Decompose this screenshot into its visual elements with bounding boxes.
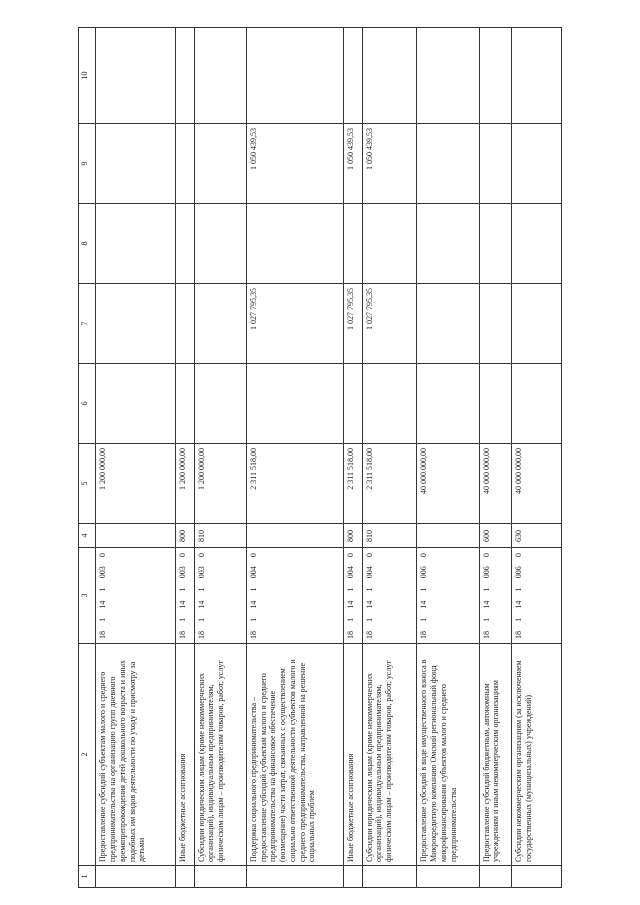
amount-cell-9: 1 050 439,53 (246, 124, 343, 204)
amount-cell-10 (344, 28, 362, 124)
amount-cell-8 (194, 204, 246, 284)
code-part: 18 (419, 631, 429, 639)
amount-cell-7 (417, 284, 479, 364)
code-part: 18 (178, 631, 188, 639)
amount-cell-5: 40 000 000,00 (479, 444, 511, 524)
column-header: 7 (79, 284, 96, 364)
amount-cell-10 (417, 28, 479, 124)
classification-code-cell (344, 548, 362, 644)
code-part: 14 (481, 600, 491, 609)
amount-cell-10 (362, 28, 417, 124)
expense-type-cell: 630 (512, 524, 562, 548)
amount-cell-10 (246, 28, 343, 124)
code-part: 0 (346, 553, 356, 558)
amount-cell-5: 1 200 000,00 (176, 444, 194, 524)
amount-cell-5: 40 000 000,00 (512, 444, 562, 524)
table-row (176, 28, 194, 888)
row-number-cell (512, 866, 562, 888)
amount-cell-9 (512, 124, 562, 204)
code-part: 1 (346, 617, 356, 622)
amount-cell-10 (194, 28, 246, 124)
code-part: 18 (98, 631, 108, 639)
amount-cell-7 (96, 284, 176, 364)
amount-cell-9 (417, 124, 479, 204)
code-part: 1 (248, 617, 258, 622)
code-part: 1 (514, 587, 524, 592)
amount-cell-6 (96, 364, 176, 444)
code-part: 1 (178, 587, 188, 592)
code-part: 1 (481, 617, 491, 622)
column-header: 4 (79, 524, 96, 548)
code-part: 14 (346, 600, 356, 609)
amount-cell-8 (512, 204, 562, 284)
classification-code-cell (96, 548, 176, 644)
row-name-cell: Предоставление субсидий в виде имущественного взноса в Микрокредитную компанию Омский региональный фонд микрофинансирования субъектов малого и среднего предпринимательства (417, 644, 479, 866)
amount-cell-6 (512, 364, 562, 444)
code-part: 0 (364, 553, 374, 558)
amount-cell-8 (344, 204, 362, 284)
amount-cell-9: 1 050 439,53 (362, 124, 417, 204)
column-header: 8 (79, 204, 96, 284)
code-part: 0 (178, 553, 188, 558)
code-part: 14 (419, 600, 429, 609)
row-number-cell (479, 866, 511, 888)
amount-cell-7: 1 027 795,35 (362, 284, 417, 364)
code-part: 0 (196, 553, 206, 558)
row-name-cell: Предоставление субсидий бюджетным, автономным учреждениям и иным некоммерческим организациям (479, 644, 511, 866)
code-part: 0 (481, 553, 491, 558)
amount-cell-8 (417, 204, 479, 284)
expense-type-cell: 800 (176, 524, 194, 548)
amount-cell-8 (96, 204, 176, 284)
amount-cell-8 (479, 204, 511, 284)
amount-cell-6 (417, 364, 479, 444)
code-part: 1 (196, 587, 206, 592)
code-part: 14 (514, 600, 524, 609)
code-part: 006 (419, 566, 429, 579)
code-part: 18 (364, 631, 374, 639)
column-header: 9 (79, 124, 96, 204)
code-part: 1 (248, 587, 258, 592)
row-number-cell (417, 866, 479, 888)
row-name-cell: Субсидии юридическим лицам (кроме некоммерческих организаций), индивидуальным предпринимателям, физическим лицам – производителям товаров, работ, услуг (362, 644, 417, 866)
amount-cell-7 (512, 284, 562, 364)
expense-type-cell: 800 (344, 524, 362, 548)
expense-type-cell (96, 524, 176, 548)
amount-cell-5: 40 000 000,00 (417, 444, 479, 524)
code-part: 14 (98, 600, 108, 609)
amount-cell-9 (479, 124, 511, 204)
column-header: 5 (79, 444, 96, 524)
amount-cell-7 (176, 284, 194, 364)
amount-cell-7 (194, 284, 246, 364)
code-part: 004 (346, 566, 356, 579)
code-part: 18 (346, 631, 356, 639)
code-part: 004 (248, 566, 258, 579)
classification-code-cell (417, 548, 479, 644)
expense-type-cell (417, 524, 479, 548)
amount-cell-10 (512, 28, 562, 124)
amount-cell-6 (194, 364, 246, 444)
code-part: 003 (196, 566, 206, 579)
code-part: 1 (196, 617, 206, 622)
code-part: 006 (514, 566, 524, 579)
expense-type-cell: 600 (479, 524, 511, 548)
amount-cell-8 (362, 204, 417, 284)
amount-cell-9 (96, 124, 176, 204)
classification-code-cell (194, 548, 246, 644)
amount-cell-9 (194, 124, 246, 204)
amount-cell-10 (479, 28, 511, 124)
classification-code-cell (246, 548, 343, 644)
column-header: 10 (79, 28, 96, 124)
table-row (344, 28, 362, 888)
table-row (479, 28, 511, 888)
amount-cell-9 (176, 124, 194, 204)
code-part: 1 (514, 617, 524, 622)
classification-code-cell (512, 548, 562, 644)
column-header: 3 (79, 548, 96, 644)
code-part: 0 (248, 553, 258, 558)
amount-cell-7: 1 027 795,35 (246, 284, 343, 364)
amount-cell-5: 1 200 000,00 (96, 444, 176, 524)
amount-cell-8 (176, 204, 194, 284)
row-name-cell: Предоставление субсидий субъектам малого и среднего предпринимательства на организацию групп дневного времяпрепровождения детей дошкольного возраста и иных подобных им видов деятельности по уходу и присмотру за детьми (96, 644, 176, 866)
expense-type-cell: 810 (362, 524, 417, 548)
code-part: 1 (419, 617, 429, 622)
table-row (417, 28, 479, 888)
row-number-cell (246, 866, 343, 888)
row-name-cell: Иные бюджетные ассигнования (344, 644, 362, 866)
amount-cell-7: 1 027 795,35 (344, 284, 362, 364)
code-part: 0 (98, 553, 108, 558)
code-part: 006 (481, 566, 491, 579)
table-row (194, 28, 246, 888)
row-name-cell: Субсидии некоммерческим организациям (за исключением государственных (муниципальных) учреждений) (512, 644, 562, 866)
code-part: 003 (178, 566, 188, 579)
row-name-cell: Поддержка социального предпринимательства – предоставление субсидий субъектам малого и среднего предпринимательства на финансовое обеспечение (возмещение) части затрат, связанных с осуществлением социально ответственной деятельности субъектов малого и среднего предпринимательства, направленной на решение социальных проблем (246, 644, 343, 866)
row-name-cell: Субсидии юридическим лицам (кроме некоммерческих организаций), индивидуальным предпринимателям, физическим лицам – производителям товаров, работ, услуг (194, 644, 246, 866)
code-part: 004 (364, 566, 374, 579)
amount-cell-6 (176, 364, 194, 444)
row-number-cell (362, 866, 417, 888)
column-header: 2 (79, 644, 96, 866)
amount-cell-5: 2 311 518,00 (344, 444, 362, 524)
amount-cell-6 (246, 364, 343, 444)
amount-cell-10 (96, 28, 176, 124)
code-part: 1 (364, 587, 374, 592)
classification-code-cell (176, 548, 194, 644)
code-part: 18 (248, 631, 258, 639)
amount-cell-9: 1 050 439,53 (344, 124, 362, 204)
table-row (246, 28, 343, 888)
row-name-cell: Иные бюджетные ассигнования (176, 644, 194, 866)
row-number-cell (176, 866, 194, 888)
table-row (362, 28, 417, 888)
table-row (96, 28, 176, 888)
budget-table (78, 27, 562, 888)
code-part: 0 (419, 553, 429, 558)
budget-table-sheet (78, 28, 562, 888)
code-part: 1 (98, 587, 108, 592)
code-part: 18 (196, 631, 206, 639)
amount-cell-5: 2 311 518,00 (246, 444, 343, 524)
amount-cell-5: 2 311 518,00 (362, 444, 417, 524)
table-row (512, 28, 562, 888)
column-number-row (79, 28, 96, 888)
amount-cell-7 (479, 284, 511, 364)
amount-cell-8 (246, 204, 343, 284)
code-part: 1 (346, 587, 356, 592)
amount-cell-6 (344, 364, 362, 444)
row-number-cell (96, 866, 176, 888)
amount-cell-6 (479, 364, 511, 444)
expense-type-cell: 810 (194, 524, 246, 548)
code-part: 1 (419, 587, 429, 592)
column-header: 6 (79, 364, 96, 444)
code-part: 14 (364, 600, 374, 609)
amount-cell-6 (362, 364, 417, 444)
amount-cell-10 (176, 28, 194, 124)
code-part: 1 (98, 617, 108, 622)
code-part: 1 (481, 587, 491, 592)
code-part: 1 (178, 617, 188, 622)
amount-cell-5: 1 200 000,00 (194, 444, 246, 524)
row-number-cell (344, 866, 362, 888)
code-part: 14 (196, 600, 206, 609)
code-part: 14 (178, 600, 188, 609)
code-part: 18 (514, 631, 524, 639)
code-part: 0 (514, 553, 524, 558)
column-header: 1 (79, 866, 96, 888)
row-number-cell (194, 866, 246, 888)
classification-code-cell (479, 548, 511, 644)
code-part: 1 (364, 617, 374, 622)
code-part: 14 (248, 600, 258, 609)
classification-code-cell (362, 548, 417, 644)
code-part: 18 (481, 631, 491, 639)
code-part: 003 (98, 566, 108, 579)
expense-type-cell (246, 524, 343, 548)
